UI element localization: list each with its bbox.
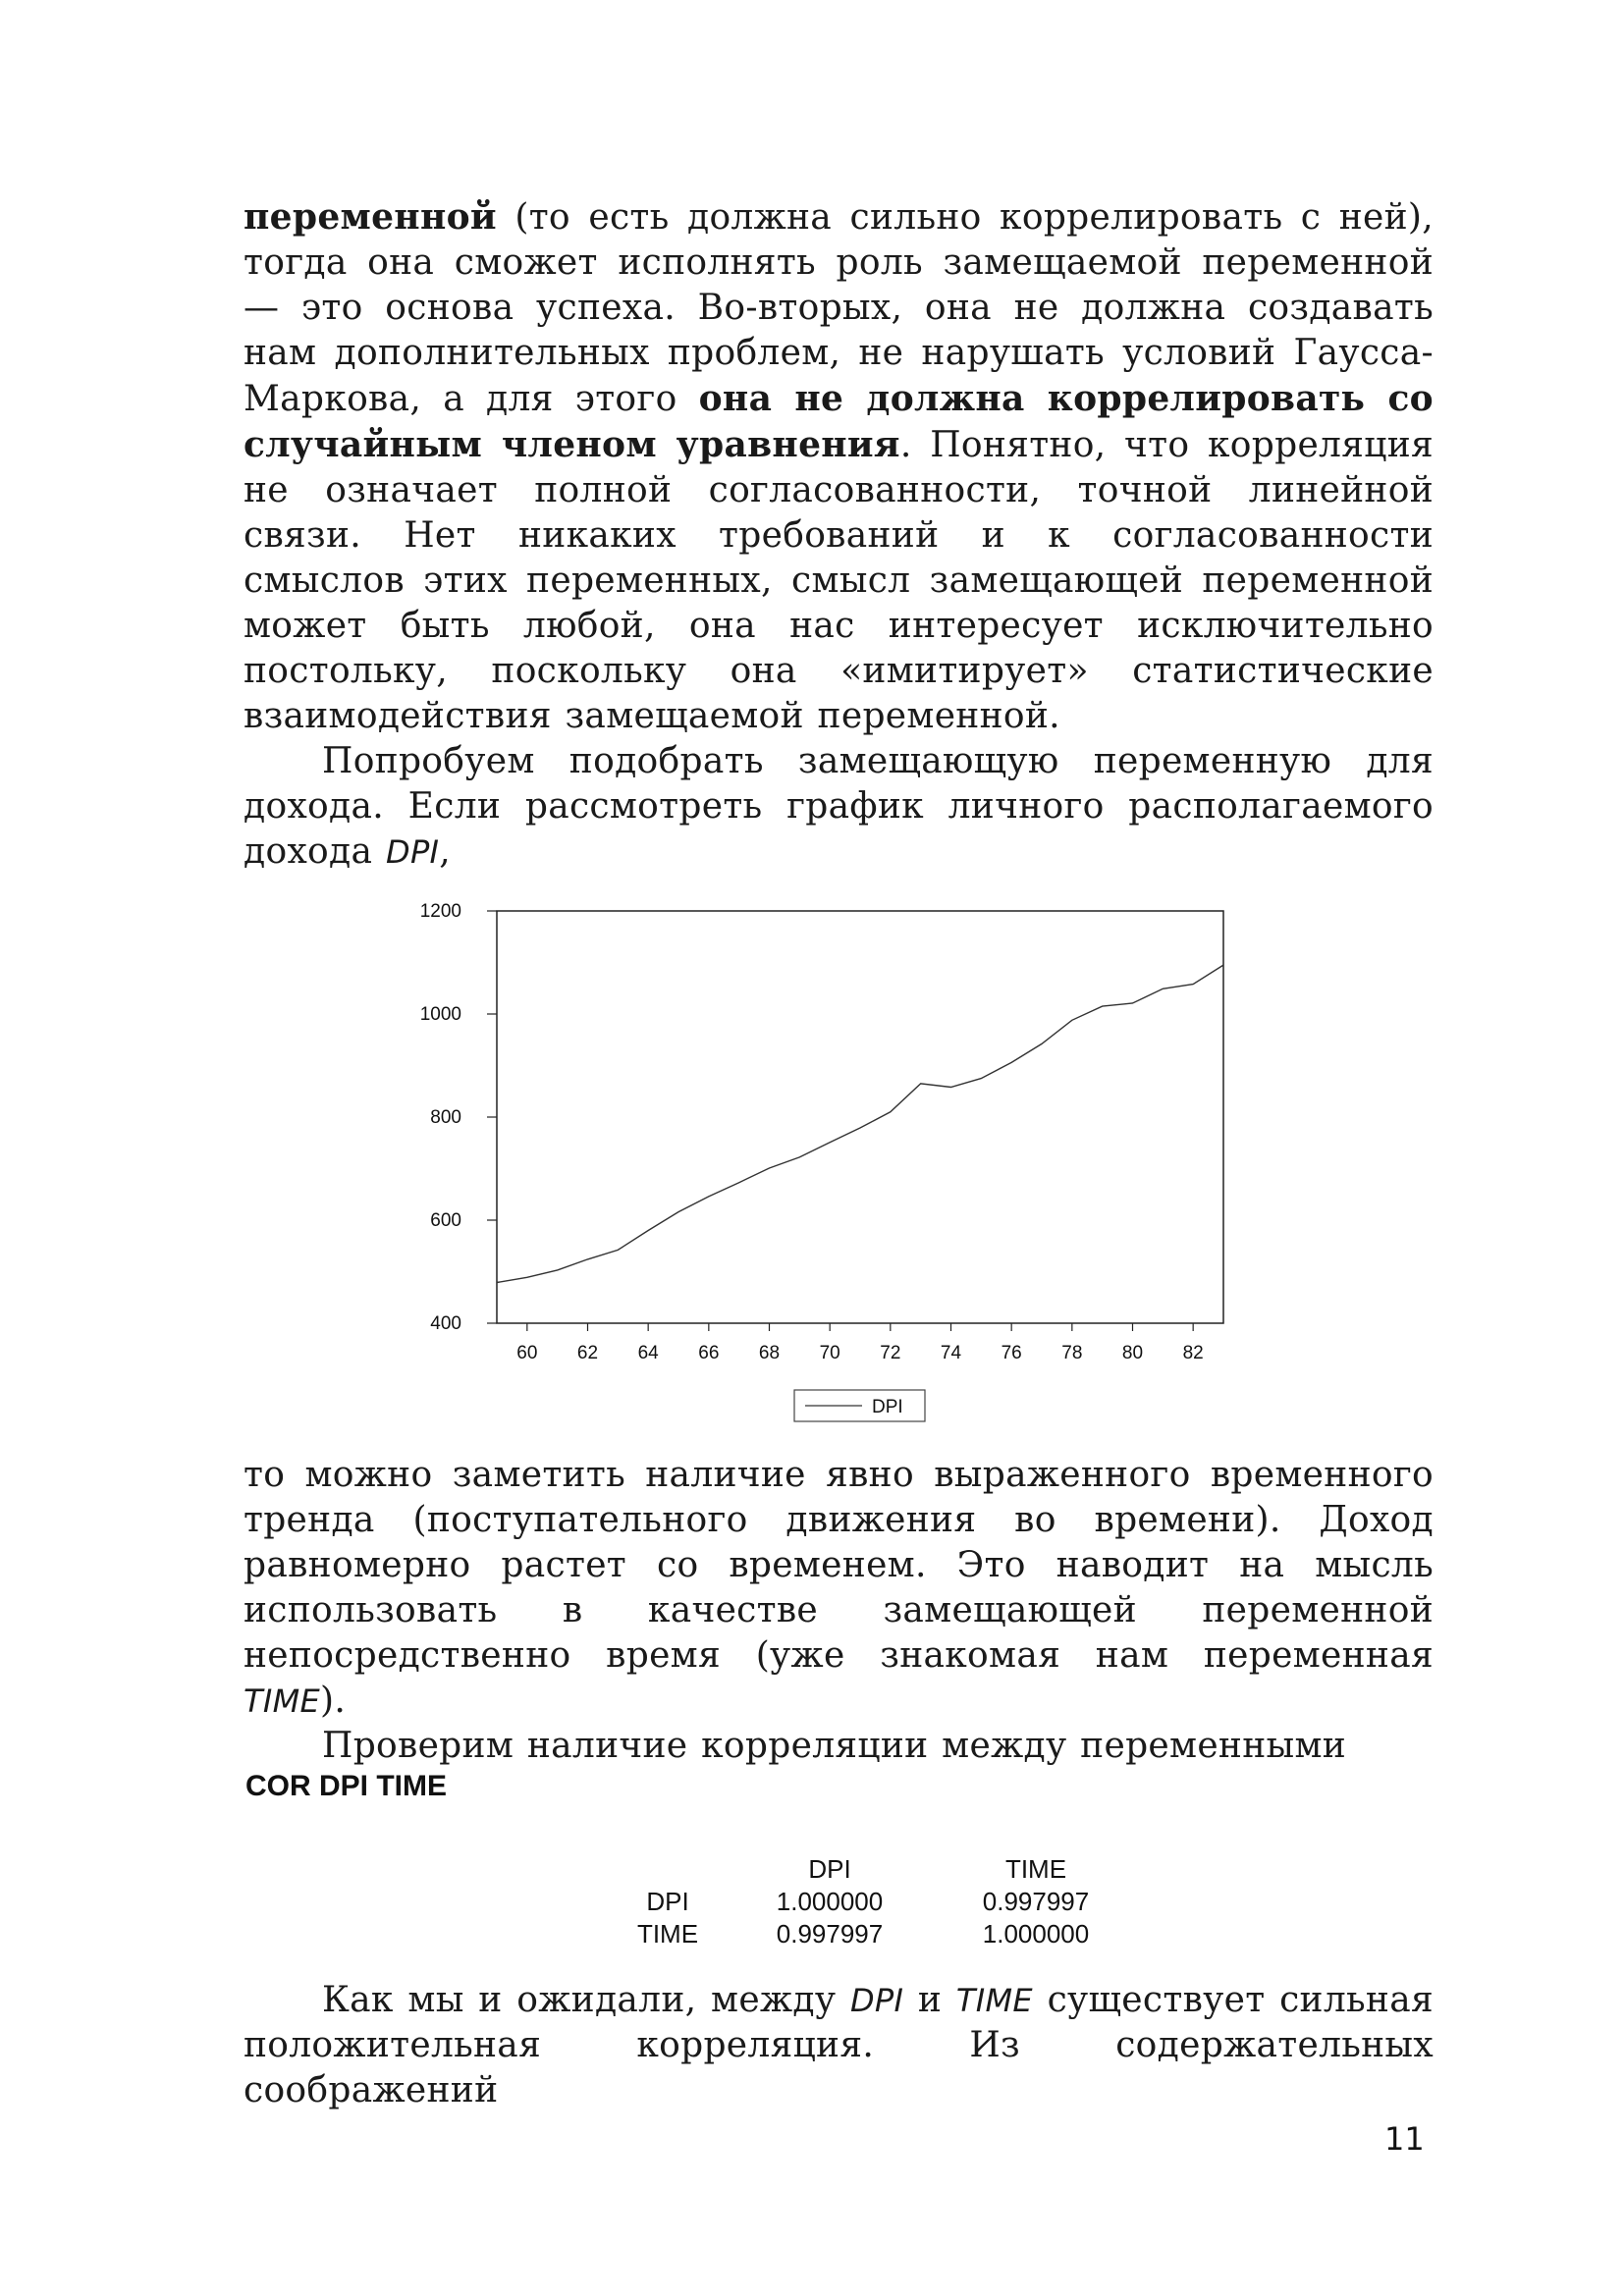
table-header-row <box>609 1853 1139 1886</box>
text-span: существует сильная положительная корреляция. Из содержательных соображений <box>244 1980 1434 2110</box>
text-span: (то есть должна сильно коррелировать с ней), тогда она сможет исполнять роль замещаемой переменной — это основа успеха. Во-вторых, она не должна создавать нам дополнительных проблем, не нарушать условий Гаусса-Маркова, а для этого <box>244 197 1434 419</box>
text-span: то можно заметить наличие явно выраженного временного тренда (поступательного движения во времени). Доход равномерно растет со временем. Это наводит на мысль использовать в качестве замещающей переменной непосредственно время (уже знакомая нам переменная <box>244 1455 1434 1676</box>
table-column-header: TIME <box>1004 1854 1067 1884</box>
y-tick-label: 400 <box>430 1313 461 1334</box>
table-cell: 1.000000 <box>776 1887 884 1916</box>
paragraph-4-text: Проверим наличие корреляции между переменными <box>322 1726 1347 1766</box>
table-row-label: TIME <box>636 1919 699 1949</box>
math-dpi: DPI <box>849 1982 904 2019</box>
x-tick-label: 72 <box>880 1343 901 1363</box>
table-cell: 0.997997 <box>776 1919 884 1949</box>
plot-frame <box>497 911 1223 1323</box>
chart-svg <box>403 883 1247 1433</box>
x-tick-label: 64 <box>637 1343 659 1363</box>
x-tick-label: 68 <box>758 1343 781 1363</box>
bold-term-variable: переменной <box>244 196 497 238</box>
x-tick-label: 82 <box>1182 1343 1204 1363</box>
x-tick-label: 62 <box>576 1343 599 1363</box>
correlation-table <box>609 1853 1139 1950</box>
y-axis <box>420 901 497 1334</box>
text-span: Попробуем подобрать замещающую переменную для дохода. Если рассмотреть график личного располагаемого дохода <box>244 741 1434 872</box>
legend-label-dpi: DPI <box>872 1397 903 1417</box>
x-axis <box>516 1323 1203 1363</box>
math-dpi: DPI <box>386 833 440 871</box>
table-column-header: DPI <box>808 1854 851 1884</box>
math-time: TIME <box>955 1982 1033 2019</box>
x-tick-label: 76 <box>1001 1343 1022 1363</box>
paragraph-3-text <box>244 1453 1434 1724</box>
legend <box>794 1390 925 1421</box>
table-cell: 1.000000 <box>982 1919 1090 1949</box>
paragraph-2-text <box>244 739 1434 875</box>
page-number: 11 <box>1384 2120 1425 2158</box>
table-cell: 0.997997 <box>982 1887 1090 1916</box>
paragraph-1-text <box>244 194 1434 739</box>
x-tick-label: 74 <box>940 1343 962 1363</box>
command-line: COR DPI TIME <box>245 1770 448 1802</box>
y-tick-label: 1000 <box>419 1004 461 1025</box>
series-line-dpi <box>497 965 1223 1282</box>
text-span: , <box>439 831 452 872</box>
paragraph-1 <box>244 194 1434 875</box>
x-tick-label: 60 <box>516 1343 538 1363</box>
text-span: . Понятно, что корреляция не означает полной согласованности, точной линейной связи. Нет никаких требований и к согласованности смыслов этих переменных, смысл замещающей переменной может быть любой, она нас интересует исключительно постольку, поскольку она «имитирует» статистические взаимодействия замещаемой переменной. <box>244 425 1434 736</box>
table-row-label: DPI <box>646 1887 689 1916</box>
series-layer <box>497 965 1223 1282</box>
x-tick-label: 70 <box>819 1343 840 1363</box>
x-tick-label: 80 <box>1121 1343 1144 1363</box>
y-tick-label: 1200 <box>419 901 461 922</box>
math-time: TIME <box>244 1682 321 1720</box>
x-tick-label: 66 <box>698 1343 720 1363</box>
bold-phrase-no-correlation: она не должна коррелировать со случайным членом уравнения <box>244 378 1434 465</box>
paragraph-5-text <box>244 1978 1434 2113</box>
table-corner-cell <box>609 1853 727 1886</box>
y-tick-label: 800 <box>430 1107 461 1128</box>
y-tick-label: 600 <box>430 1210 461 1231</box>
dpi-line-chart <box>403 883 1247 1433</box>
x-tick-label: 78 <box>1061 1343 1083 1363</box>
paragraph-5 <box>244 1978 1434 2113</box>
table-row <box>609 1918 1139 1950</box>
paragraph-3 <box>244 1453 1434 1769</box>
text-span: ). <box>320 1681 347 1721</box>
text-span: и <box>903 1980 956 2020</box>
text-span: Как мы и ожидали, между <box>322 1980 850 2020</box>
table-row <box>609 1886 1139 1918</box>
